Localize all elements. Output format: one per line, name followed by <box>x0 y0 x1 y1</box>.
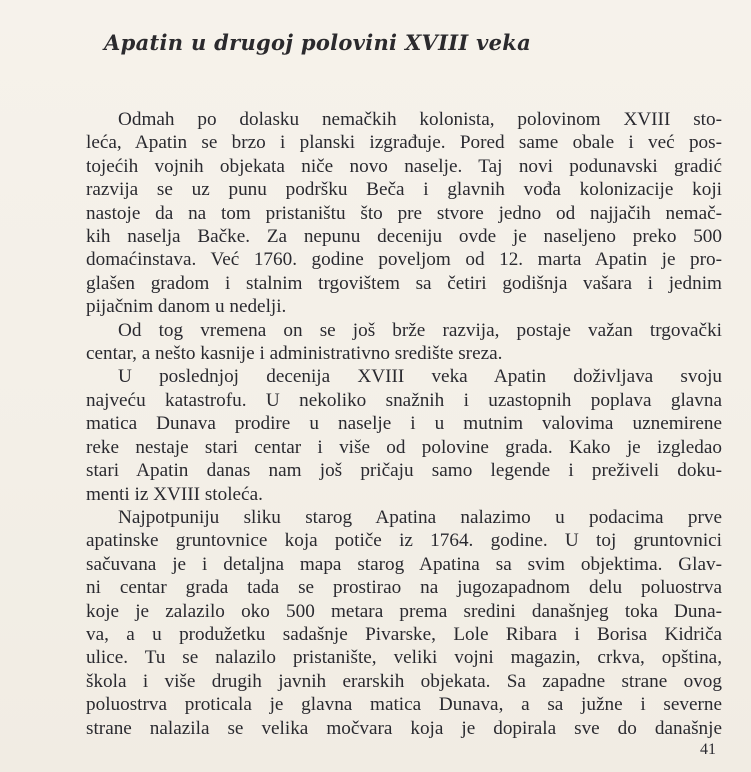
text-line: centar, a nešto kasnije i administrativno središte sreza. <box>86 343 503 365</box>
text-line: strane nalazila se velika močvara koja je dopirala sve do današnje <box>86 717 722 739</box>
text-line: U poslednjoj decenija XVIII veka Apatin doživljava svoju <box>118 366 722 388</box>
text-line: Najpotpuniju sliku starog Apatina nalazimo u podacima prve <box>118 506 722 528</box>
text-line: apatinske gruntovnice koja potiče iz 1764. godine. U toj gruntovnici <box>86 530 722 552</box>
text-line: kih naselja Bačke. Za nepunu deceniju ovde je naseljeno preko 500 <box>86 226 722 248</box>
text-line: tojećih vojnih objekata niče novo naselje. Taj novi podunavski gradić <box>86 155 722 177</box>
text-line: poluostrva proticala je glavna matica Dunava, a sa južne i severne <box>86 694 722 716</box>
paragraph <box>86 319 722 366</box>
paragraph <box>86 108 722 319</box>
text-line: ni centar grada tada se prostirao na jugozapadnom delu poluostrva <box>86 577 722 599</box>
text-line: Od tog vremena on se još brže razvija, postaje važan trgovački <box>118 319 722 341</box>
text-line: Odmah po dolasku nemačkih kolonista, polovinom XVIII sto- <box>118 109 722 130</box>
text-line: škola i više drugih javnih erarskih objekata. Sa zapadne strane ovog <box>86 670 722 692</box>
paragraph <box>86 365 722 505</box>
text-line: najveću katastrofu. U nekoliko snažnih i uzastopnih poplava glavna <box>86 389 722 411</box>
body-text <box>86 108 722 740</box>
text-line: matica Dunava prodire u naselje i u mutnim valovima uznemirene <box>86 413 722 435</box>
page-number: 41 <box>700 741 716 758</box>
paragraph <box>86 506 722 740</box>
text-line: va, a u produžetku sadašnje Pivarske, Lole Ribara i Borisa Kidriča <box>86 623 722 645</box>
page-title: Apatin u drugoj polovini XVIII veka <box>104 30 532 55</box>
text-line: nastoje da na tom pristaništu što pre stvore jedno od najjačih nemač- <box>86 202 722 224</box>
text-line: pijačnim danom u nedelji. <box>86 296 287 318</box>
text-line: stari Apatin danas nam još pričaju samo legende i preživeli doku- <box>86 460 722 482</box>
text-line: reke nestaje stari centar i više od polovine grada. Kako je izgledao <box>86 436 722 458</box>
text-line: domaćinstava. Već 1760. godine poveljom od 12. marta Apatin je pro- <box>86 249 722 271</box>
text-line: menti iz XVIII stoleća. <box>86 483 263 505</box>
text-line: glašen gradom i stalnim trgovištem sa četiri godišnja vašara i jednim <box>86 272 722 294</box>
text-line: koje je zalazilo oko 500 metara prema sredini današnjeg toka Duna- <box>86 600 722 622</box>
text-line: ulice. Tu se nalazilo pristanište, veliki vojni magazin, crkva, opština, <box>86 647 722 669</box>
text-line: sačuvana je i detaljna mapa starog Apatina sa svim objektima. Glav- <box>86 553 722 575</box>
text-line: razvija se uz punu podršku Beča i glavnih vođa kolonizacije koji <box>86 179 722 201</box>
text-line: leća, Apatin se brzo i planski izgrađuje. Pored same obale i već pos- <box>86 132 722 154</box>
